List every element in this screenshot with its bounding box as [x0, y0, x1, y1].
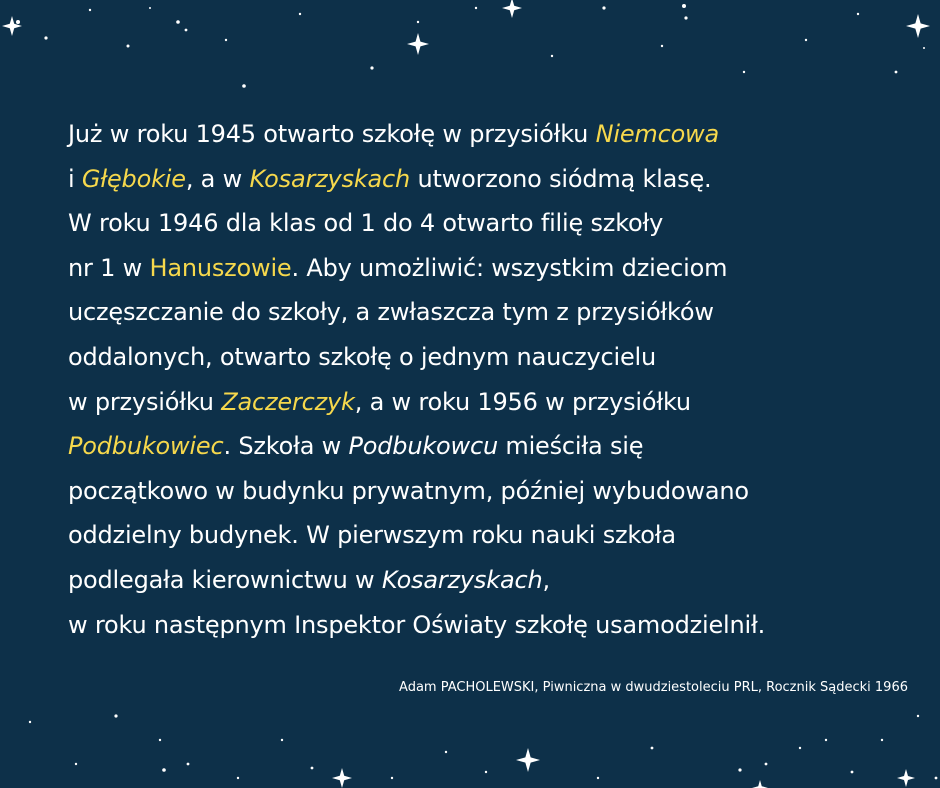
source-citation: Adam PACHOLEWSKI, Piwniczna w dwudziestoleciu PRL, Rocznik Sądecki 1966 [399, 680, 908, 695]
star-dot-icon [917, 715, 919, 717]
star-dot-icon [29, 721, 31, 723]
star-dot-icon [935, 777, 938, 780]
star-dot-icon [417, 21, 419, 23]
star-dot-icon [281, 739, 283, 741]
star-dot-icon [485, 771, 487, 773]
star-dot-icon [114, 714, 117, 717]
star-dot-icon [738, 768, 741, 771]
place-name-highlight: Niemcowa [595, 120, 719, 148]
star-dot-icon [16, 20, 20, 24]
star-dot-icon [299, 13, 301, 15]
place-name-italic: Podbukowcu [348, 432, 498, 461]
star-dot-icon [923, 47, 925, 49]
star-dot-icon [602, 6, 605, 9]
star-dot-icon [237, 777, 239, 779]
star-dot-icon [799, 747, 801, 749]
quote-text-span: i [68, 164, 82, 193]
star-dot-icon [176, 20, 180, 24]
quote-text-span: w przysiółku [68, 387, 222, 416]
star-dot-icon [225, 39, 227, 41]
star-dot-icon [743, 71, 745, 73]
quote-text-span: nr 1 w [68, 253, 150, 282]
quote-text-span: , [542, 565, 550, 594]
quote-line-9: początkowo w budynku prywatnym, później wybudowano [68, 476, 749, 505]
quote-text-span: mieściła się [497, 432, 644, 461]
star-dot-icon [825, 739, 827, 741]
quote-line-6: oddalonych, otwarto szkołę o jednym nauczycielu [68, 342, 656, 371]
star-dot-icon [185, 29, 188, 32]
star-dot-icon [187, 763, 190, 766]
star-dot-icon [765, 763, 768, 766]
star-dot-icon [684, 16, 687, 19]
star-dot-icon [551, 55, 553, 57]
quote-line-4 [68, 246, 928, 291]
star-dot-icon [311, 767, 314, 770]
quote-line-5: uczęszczanie do szkoły, a zwłaszcza tym z przysiółków [68, 298, 714, 327]
sparkle-star-icon [332, 768, 352, 788]
quote-line-7 [68, 380, 928, 425]
quote-text-span: utworzono siódmą klasę. [410, 164, 712, 193]
star-dot-icon [851, 771, 854, 774]
quote-text-span: , a w [185, 164, 250, 193]
sparkle-star-icon [516, 748, 540, 772]
star-dot-icon [127, 45, 130, 48]
place-name-highlight: Głębokie [81, 164, 186, 193]
quote-line-11 [68, 558, 928, 603]
star-dot-icon [75, 763, 77, 765]
place-name-highlight: Zaczerczyk [221, 387, 355, 416]
sparkle-star-icon [502, 0, 522, 18]
star-dot-icon [651, 747, 654, 750]
star-dot-icon [159, 739, 161, 741]
star-dot-icon [162, 768, 166, 772]
star-dot-icon [895, 71, 898, 74]
star-dot-icon [881, 739, 883, 741]
quote-text-span: podlegała kierownictwu w [68, 565, 382, 594]
star-dot-icon [475, 7, 477, 9]
star-dot-icon [661, 45, 663, 47]
quote-text-span: . Szkoła w [223, 432, 349, 461]
quote-line-8 [68, 424, 928, 469]
quote-line-2 [68, 157, 928, 202]
sparkle-star-icon [2, 16, 22, 36]
star-dot-icon [857, 13, 859, 15]
sparkle-star-icon [897, 769, 915, 787]
quote-line-12: w roku następnym Inspektor Oświaty szkołę usamodzielnił. [68, 610, 766, 639]
quote-text [68, 112, 928, 647]
star-dot-icon [89, 9, 91, 11]
sparkle-star-icon [906, 14, 930, 38]
star-dot-icon [370, 66, 373, 69]
star-dot-icon [44, 36, 47, 39]
quote-text-span: . Aby umożliwić: wszystkim dzieciom [291, 253, 728, 282]
quote-line-3: W roku 1946 dla klas od 1 do 4 otwarto filię szkoły [68, 209, 664, 238]
star-dot-icon [805, 39, 807, 41]
sparkle-star-icon [752, 780, 768, 788]
quote-text-span: , a w roku 1956 w przysiółku [354, 387, 691, 416]
star-dot-icon [391, 777, 393, 779]
sparkle-star-icon [407, 33, 429, 55]
place-name-italic: Kosarzyskach [381, 565, 543, 594]
place-name-highlight: Hanuszowie [149, 253, 292, 282]
quote-line-1 [68, 112, 928, 157]
place-name-highlight: Podbukowiec [68, 432, 224, 461]
star-dot-icon [445, 751, 447, 753]
star-dot-icon [149, 7, 151, 9]
quote-text-span: Już w roku 1945 otwarto szkołę w przysiółku [68, 120, 596, 148]
place-name-highlight: Kosarzyskach [249, 164, 411, 193]
quote-line-10: oddzielny budynek. W pierwszym roku nauki szkoła [68, 521, 676, 550]
star-dot-icon [242, 84, 246, 88]
star-dot-icon [682, 4, 686, 8]
star-dot-icon [597, 777, 599, 779]
